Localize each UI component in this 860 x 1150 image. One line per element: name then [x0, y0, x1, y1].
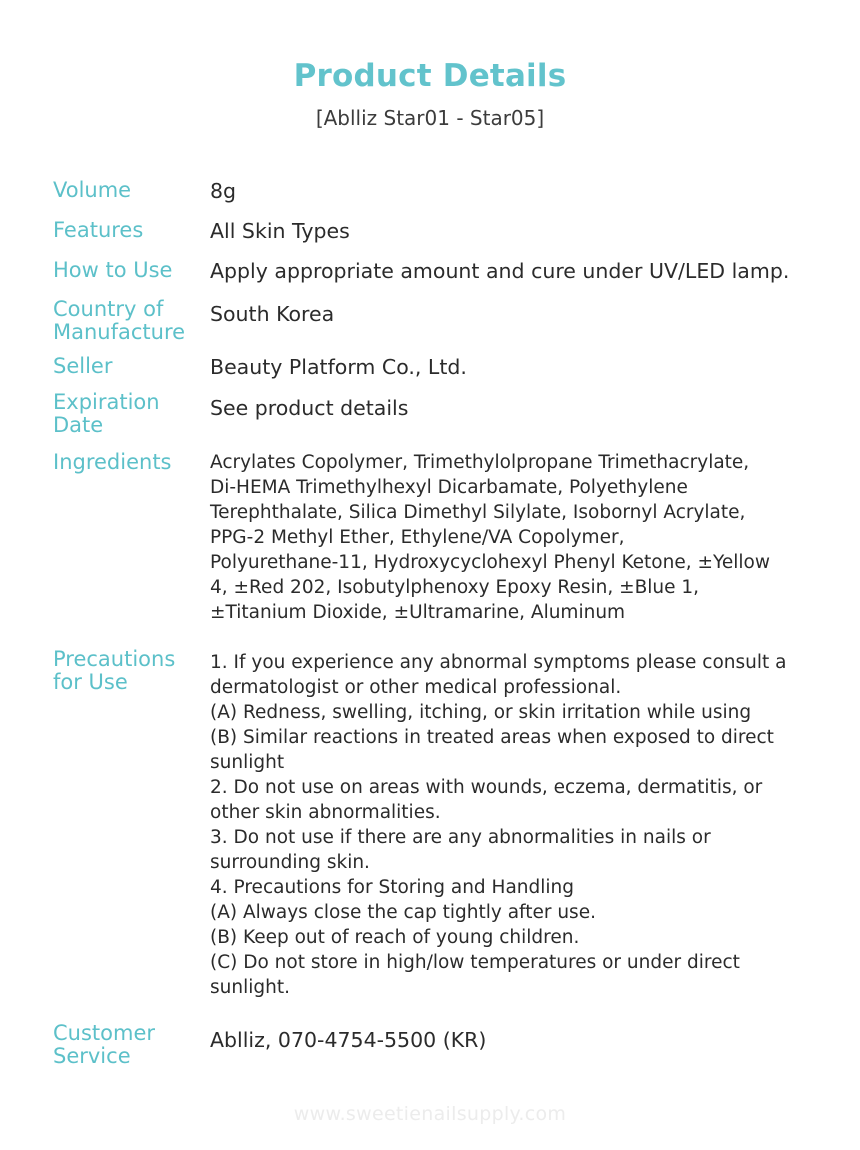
detail-value-how-to-use: Apply appropriate amount and cure under UV/LED lamp.	[210, 259, 790, 283]
detail-label-country-line: Country of	[53, 297, 164, 321]
detail-label-customer-service-line: Service	[53, 1044, 131, 1068]
precautions-line: surrounding skin.	[210, 852, 370, 873]
detail-label-expiration	[53, 391, 203, 437]
precautions-line: (C) Do not store in high/low temperatures or under direct	[210, 952, 740, 973]
ingredients-line: ±Titanium Dioxide, ±Ultramarine, Aluminum	[210, 602, 626, 623]
precautions-line: other skin abnormalities.	[210, 802, 441, 823]
product-range-subtitle: [Ablliz Star01 - Star05]	[315, 106, 545, 130]
ingredients-line: PPG-2 Methyl Ether, Ethylene/VA Copolymer,	[210, 527, 625, 548]
ingredients-line: 4, ±Red 202, Isobutylphenoxy Epoxy Resin, ±Blue 1,	[210, 577, 700, 598]
detail-value-expiration: See product details	[210, 396, 409, 420]
ingredients-line: Di-HEMA Trimethylhexyl Dicarbamate, Polyethylene	[210, 477, 688, 498]
precautions-line: 3. Do not use if there are any abnormalities in nails or	[210, 827, 711, 848]
precautions-line: dermatologist or other medical professional.	[210, 677, 622, 698]
ingredients-line: Acrylates Copolymer, Trimethylolpropane Trimethacrylate,	[210, 452, 750, 473]
precautions-line: 1. If you experience any abnormal symptoms please consult a	[210, 652, 787, 673]
detail-value-country: South Korea	[210, 302, 335, 326]
detail-label-customer-service	[53, 1022, 203, 1068]
watermark-url: www.sweetienailsupply.com	[293, 1103, 567, 1125]
detail-value-ingredients	[210, 450, 825, 625]
detail-value-volume: 8g	[210, 179, 237, 203]
detail-label-customer-service-line: Customer	[53, 1021, 156, 1045]
precautions-line: 2. Do not use on areas with wounds, eczema, dermatitis, or	[210, 777, 763, 798]
detail-label-ingredients: Ingredients	[53, 450, 172, 474]
precautions-line: (B) Keep out of reach of young children.	[210, 927, 580, 948]
precautions-line: (A) Redness, swelling, itching, or skin irritation while using	[210, 702, 752, 723]
detail-label-expiration-line: Date	[53, 413, 104, 437]
detail-value-seller: Beauty Platform Co., Ltd.	[210, 355, 467, 379]
detail-label-features: Features	[53, 218, 144, 242]
precautions-line: sunlight	[210, 752, 285, 773]
detail-label-how-to-use: How to Use	[53, 258, 173, 282]
detail-value-customer-service: Ablliz, 070-4754-5500 (KR)	[210, 1028, 487, 1052]
detail-label-seller: Seller	[53, 354, 113, 378]
detail-label-precautions-line: for Use	[53, 670, 128, 694]
detail-value-features: All Skin Types	[210, 219, 350, 243]
detail-label-country	[53, 298, 203, 344]
ingredients-line: Terephthalate, Silica Dimethyl Silylate, Isobornyl Acrylate,	[210, 502, 746, 523]
detail-label-volume: Volume	[53, 178, 132, 202]
detail-label-expiration-line: Expiration	[53, 390, 160, 414]
precautions-line: 4. Precautions for Storing and Handling	[210, 877, 575, 898]
page-title: Product Details	[293, 58, 567, 94]
ingredients-line: Polyurethane-11, Hydroxycyclohexyl Phenyl Ketone, ±Yellow	[210, 552, 770, 573]
detail-label-precautions-line: Precautions	[53, 647, 176, 671]
precautions-line: (A) Always close the cap tightly after use.	[210, 902, 596, 923]
precautions-line: sunlight.	[210, 977, 290, 998]
precautions-line: (B) Similar reactions in treated areas when exposed to direct	[210, 727, 774, 748]
detail-value-precautions	[210, 650, 825, 1000]
detail-label-country-line: Manufacture	[53, 320, 186, 344]
detail-label-precautions	[53, 648, 203, 694]
